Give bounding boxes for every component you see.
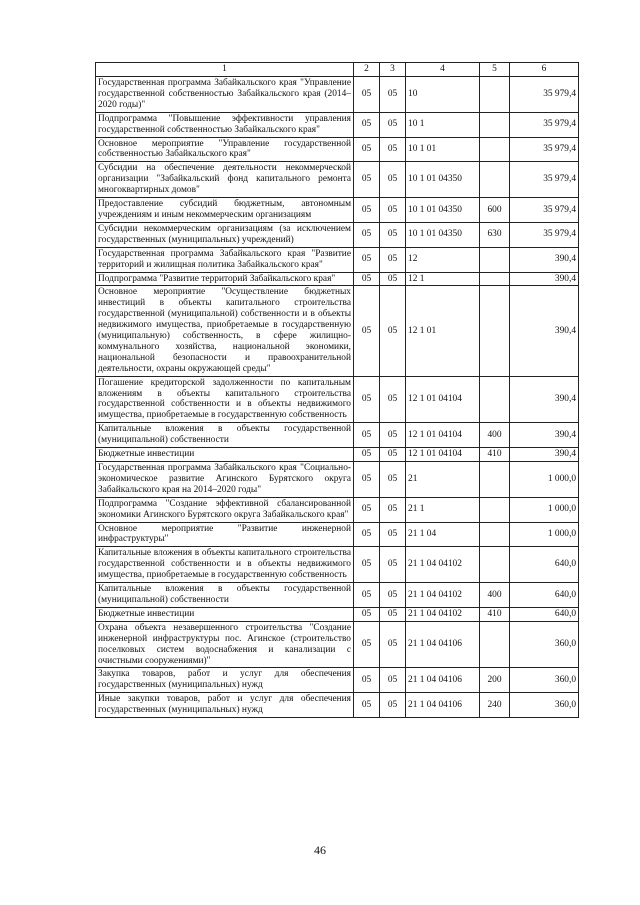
item-name-cell: Государственная программа Забайкальского края "Социально-экономическое развитие Агинского Бурятского округа Забайкальского края на 2014–2020 годы" xyxy=(96,462,354,498)
table-row xyxy=(96,77,579,113)
item-name-cell: Иные закупки товаров, работ и услуг для обеспечения государственных (муниципальных) нужд xyxy=(96,693,354,718)
table-row xyxy=(96,462,579,498)
header-col-3: 3 xyxy=(380,63,406,77)
target-article-cell: 21 1 04 04106 xyxy=(406,621,480,668)
section-cell: 05 xyxy=(354,583,380,608)
table-row xyxy=(96,198,579,223)
amount-cell: 1 000,0 xyxy=(510,497,579,522)
section-cell: 05 xyxy=(354,607,380,621)
item-name-cell: Предоставление субсидий бюджетным, автономным учреждениям и иным некоммерческим организациям xyxy=(96,198,354,223)
item-name-cell: Капитальные вложения в объекты государственной (муниципальной) собственности xyxy=(96,423,354,448)
target-article-cell: 21 1 04 04106 xyxy=(406,668,480,693)
subsection-cell: 05 xyxy=(380,583,406,608)
table-row xyxy=(96,423,579,448)
expense-type-cell xyxy=(480,247,510,272)
expense-type-cell xyxy=(480,272,510,286)
expense-type-cell: 410 xyxy=(480,448,510,462)
expense-type-cell xyxy=(480,162,510,198)
subsection-cell: 05 xyxy=(380,198,406,223)
amount-cell: 390,4 xyxy=(510,272,579,286)
target-article-cell: 21 1 04 04102 xyxy=(406,607,480,621)
item-name-cell: Подпрограмма "Повышение эффективности управления государственной собственностью Забайкальского края" xyxy=(96,112,354,137)
target-article-cell: 12 1 xyxy=(406,272,480,286)
expense-type-cell: 240 xyxy=(480,693,510,718)
header-col-4: 4 xyxy=(406,63,480,77)
table-row xyxy=(96,448,579,462)
item-name-cell: Капитальные вложения в объекты государственной (муниципальной) собственности xyxy=(96,583,354,608)
table-row xyxy=(96,693,579,718)
item-name-cell: Основное мероприятие "Осуществление бюджетных инвестиций в объекты капитального строительства государственной (муниципальной) собственности и в объекты недвижимого имущества, приобретаемые в государственную (муниципальную) собственность, в сфере жилищно-коммунального хозяйства, национальной экономики, национальной безопасности и правоохранительной деятельности, охраны окружающей среды" xyxy=(96,286,354,376)
expense-type-cell xyxy=(480,462,510,498)
table-row xyxy=(96,583,579,608)
target-article-cell: 21 1 xyxy=(406,497,480,522)
expense-type-cell: 200 xyxy=(480,668,510,693)
expense-type-cell: 400 xyxy=(480,583,510,608)
target-article-cell: 12 xyxy=(406,247,480,272)
item-name-cell: Государственная программа Забайкальского края "Развитие территорий и жилищная политика Забайкальского края" xyxy=(96,247,354,272)
target-article-cell: 10 1 01 xyxy=(406,137,480,162)
budget-table xyxy=(95,62,579,718)
table-row xyxy=(96,247,579,272)
header-row xyxy=(96,63,579,77)
target-article-cell: 21 1 04 04102 xyxy=(406,583,480,608)
section-cell: 05 xyxy=(354,621,380,668)
amount-cell: 35 979,4 xyxy=(510,162,579,198)
section-cell: 05 xyxy=(354,693,380,718)
table-row xyxy=(96,668,579,693)
amount-cell: 390,4 xyxy=(510,376,579,423)
item-name-cell: Погашение кредиторской задолженности по капитальным вложениям в объекты капитального строительства государственной собственности и в объекты недвижимого имущества, приобретаемые в государственную собственность xyxy=(96,376,354,423)
table-row xyxy=(96,137,579,162)
item-name-cell: Бюджетные инвестиции xyxy=(96,607,354,621)
item-name-cell: Капитальные вложения в объекты капитального строительства государственной собственности и в объекты недвижимого имущества, приобретаемые в государственную собственность xyxy=(96,547,354,583)
expense-type-cell xyxy=(480,112,510,137)
table-row xyxy=(96,112,579,137)
item-name-cell: Основное мероприятие "Развитие инженерной инфраструктуры" xyxy=(96,522,354,547)
section-cell: 05 xyxy=(354,522,380,547)
section-cell: 05 xyxy=(354,423,380,448)
target-article-cell: 10 1 01 04350 xyxy=(406,198,480,223)
section-cell: 05 xyxy=(354,247,380,272)
table-row xyxy=(96,222,579,247)
subsection-cell: 05 xyxy=(380,693,406,718)
target-article-cell: 12 1 01 xyxy=(406,286,480,376)
subsection-cell: 05 xyxy=(380,162,406,198)
target-article-cell: 12 1 01 04104 xyxy=(406,423,480,448)
section-cell: 05 xyxy=(354,162,380,198)
header-col-2: 2 xyxy=(354,63,380,77)
table-row xyxy=(96,286,579,376)
subsection-cell: 05 xyxy=(380,77,406,113)
subsection-cell: 05 xyxy=(380,607,406,621)
amount-cell: 640,0 xyxy=(510,583,579,608)
subsection-cell: 05 xyxy=(380,376,406,423)
target-article-cell: 10 1 01 04350 xyxy=(406,222,480,247)
amount-cell: 360,0 xyxy=(510,668,579,693)
table-row xyxy=(96,621,579,668)
target-article-cell: 12 1 01 04104 xyxy=(406,448,480,462)
subsection-cell: 05 xyxy=(380,137,406,162)
table-row xyxy=(96,376,579,423)
header-col-5: 5 xyxy=(480,63,510,77)
target-article-cell: 21 1 04 04106 xyxy=(406,693,480,718)
target-article-cell: 10 1 01 04350 xyxy=(406,162,480,198)
item-name-cell: Основное мероприятие "Управление государственной собственностью Забайкальского края" xyxy=(96,137,354,162)
header-col-1: 1 xyxy=(96,63,354,77)
expense-type-cell xyxy=(480,286,510,376)
target-article-cell: 21 xyxy=(406,462,480,498)
amount-cell: 360,0 xyxy=(510,693,579,718)
subsection-cell: 05 xyxy=(380,547,406,583)
expense-type-cell: 600 xyxy=(480,198,510,223)
expense-type-cell xyxy=(480,497,510,522)
subsection-cell: 05 xyxy=(380,112,406,137)
amount-cell: 640,0 xyxy=(510,547,579,583)
expense-type-cell xyxy=(480,77,510,113)
table-row xyxy=(96,607,579,621)
amount-cell: 35 979,4 xyxy=(510,112,579,137)
amount-cell: 35 979,4 xyxy=(510,77,579,113)
amount-cell: 390,4 xyxy=(510,423,579,448)
table-row xyxy=(96,162,579,198)
target-article-cell: 10 xyxy=(406,77,480,113)
item-name-cell: Закупка товаров, работ и услуг для обеспечения государственных (муниципальных) нужд xyxy=(96,668,354,693)
item-name-cell: Бюджетные инвестиции xyxy=(96,448,354,462)
expense-type-cell: 630 xyxy=(480,222,510,247)
amount-cell: 360,0 xyxy=(510,621,579,668)
subsection-cell: 05 xyxy=(380,668,406,693)
amount-cell: 35 979,4 xyxy=(510,137,579,162)
subsection-cell: 05 xyxy=(380,423,406,448)
section-cell: 05 xyxy=(354,547,380,583)
amount-cell: 1 000,0 xyxy=(510,462,579,498)
section-cell: 05 xyxy=(354,272,380,286)
amount-cell: 390,4 xyxy=(510,448,579,462)
section-cell: 05 xyxy=(354,497,380,522)
section-cell: 05 xyxy=(354,376,380,423)
amount-cell: 390,4 xyxy=(510,247,579,272)
item-name-cell: Государственная программа Забайкальского края "Управление государственной собственностью Забайкальского края (2014–2020 годы)" xyxy=(96,77,354,113)
expense-type-cell xyxy=(480,137,510,162)
subsection-cell: 05 xyxy=(380,222,406,247)
section-cell: 05 xyxy=(354,137,380,162)
section-cell: 05 xyxy=(354,668,380,693)
subsection-cell: 05 xyxy=(380,272,406,286)
item-name-cell: Подпрограмма "Развитие территорий Забайкальского края" xyxy=(96,272,354,286)
expense-type-cell xyxy=(480,547,510,583)
subsection-cell: 05 xyxy=(380,286,406,376)
subsection-cell: 05 xyxy=(380,448,406,462)
section-cell: 05 xyxy=(354,77,380,113)
item-name-cell: Подпрограмма "Создание эффективной сбалансированной экономики Агинского Бурятского округа Забайкальского края" xyxy=(96,497,354,522)
amount-cell: 640,0 xyxy=(510,607,579,621)
target-article-cell: 12 1 01 04104 xyxy=(406,376,480,423)
item-name-cell: Субсидии некоммерческим организациям (за исключением государственных (муниципальных) учреждений) xyxy=(96,222,354,247)
subsection-cell: 05 xyxy=(380,621,406,668)
amount-cell: 1 000,0 xyxy=(510,522,579,547)
section-cell: 05 xyxy=(354,286,380,376)
table-row xyxy=(96,497,579,522)
section-cell: 05 xyxy=(354,198,380,223)
section-cell: 05 xyxy=(354,448,380,462)
amount-cell: 35 979,4 xyxy=(510,222,579,247)
target-article-cell: 21 1 04 xyxy=(406,522,480,547)
subsection-cell: 05 xyxy=(380,497,406,522)
subsection-cell: 05 xyxy=(380,247,406,272)
amount-cell: 35 979,4 xyxy=(510,198,579,223)
subsection-cell: 05 xyxy=(380,522,406,547)
amount-cell: 390,4 xyxy=(510,286,579,376)
section-cell: 05 xyxy=(354,112,380,137)
expense-type-cell xyxy=(480,522,510,547)
section-cell: 05 xyxy=(354,462,380,498)
section-cell: 05 xyxy=(354,222,380,247)
table-row xyxy=(96,522,579,547)
expense-type-cell xyxy=(480,621,510,668)
item-name-cell: Охрана объекта незавершенного строительства "Создание инженерной инфраструктуры пос. Агинское (строительство поселковых систем водоснабжения и канализации с очистными сооружениями)" xyxy=(96,621,354,668)
table-row xyxy=(96,272,579,286)
header-col-6: 6 xyxy=(510,63,579,77)
expense-type-cell xyxy=(480,376,510,423)
item-name-cell: Субсидии на обеспечение деятельности некоммерческой организации "Забайкальский фонд капитального ремонта многоквартирных домов" xyxy=(96,162,354,198)
expense-type-cell: 400 xyxy=(480,423,510,448)
target-article-cell: 10 1 xyxy=(406,112,480,137)
subsection-cell: 05 xyxy=(380,462,406,498)
page-number: 46 xyxy=(314,843,326,857)
target-article-cell: 21 1 04 04102 xyxy=(406,547,480,583)
table-row xyxy=(96,547,579,583)
expense-type-cell: 410 xyxy=(480,607,510,621)
